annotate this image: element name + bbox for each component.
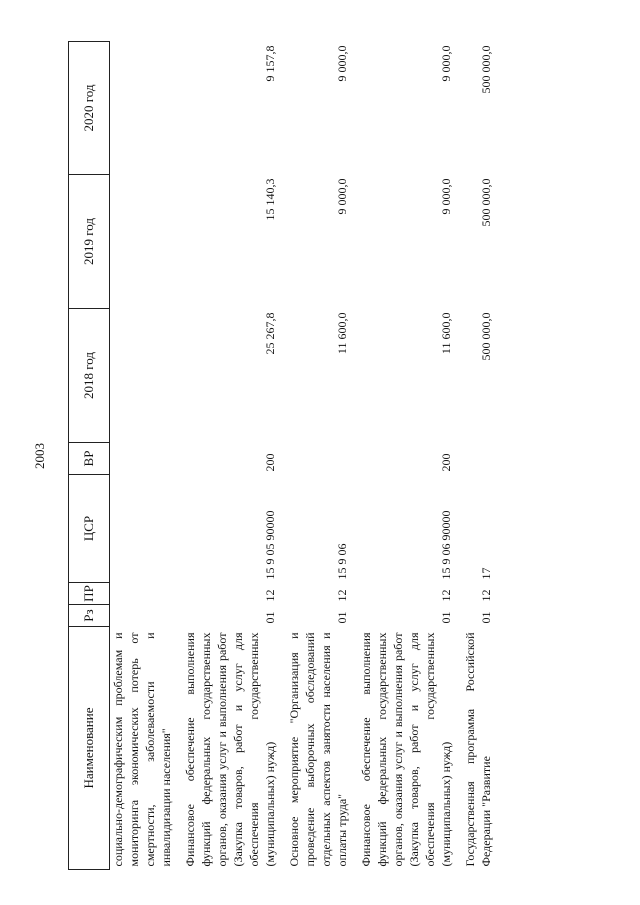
row-vr: 200 bbox=[439, 453, 453, 472]
row-2019: 9 000,0 bbox=[335, 178, 349, 215]
row-2018: 500 000,0 bbox=[479, 312, 493, 361]
row-2020: 9 157,8 bbox=[263, 45, 277, 82]
header-2018: 2018 год bbox=[69, 309, 110, 443]
header-name: Наименование bbox=[69, 627, 110, 870]
rotated-page bbox=[68, 42, 568, 870]
header-rz: Рз bbox=[69, 605, 110, 627]
row-2018: 11 600,0 bbox=[439, 312, 453, 355]
header-pr: ПР bbox=[69, 583, 110, 605]
table-row bbox=[278, 42, 350, 870]
row-2019: 15 140,3 bbox=[263, 178, 277, 221]
header-row bbox=[69, 42, 110, 870]
table-row bbox=[454, 42, 494, 870]
row-pr: 12 bbox=[439, 589, 453, 602]
row-name: социально-демографическим проблемам и мониторинга экономических потерь от смертности, заболеваемости и инвалидизации населения" bbox=[111, 632, 173, 867]
row-2020: 9 000,0 bbox=[439, 45, 453, 82]
row-pr: 12 bbox=[335, 589, 349, 602]
row-2019 bbox=[110, 175, 175, 309]
row-vr: 200 bbox=[263, 453, 277, 472]
row-rz: 01 bbox=[439, 611, 453, 624]
table-row bbox=[174, 42, 278, 870]
row-vr bbox=[110, 443, 175, 475]
table-row bbox=[110, 42, 175, 870]
row-name: Финансовое обеспечение выполнения функций федеральных государственных органов, оказания услуг и выполнения работ (Закупка товаров, работ и услуг для обеспечения государственных (муниципальных) нужд) bbox=[359, 632, 453, 867]
row-name: Основное мероприятие "Организация и проведение выборочных обследований отдельных аспектов занятости населения и оплаты труда" bbox=[287, 632, 349, 867]
row-2020 bbox=[110, 42, 175, 175]
row-csr: 15 9 05 90000 bbox=[263, 510, 277, 580]
row-rz: 01 bbox=[335, 611, 349, 624]
row-2019: 9 000,0 bbox=[439, 178, 453, 215]
row-rz bbox=[110, 605, 175, 627]
row-vr bbox=[454, 443, 494, 475]
row-2018 bbox=[110, 309, 175, 443]
header-2020: 2020 год bbox=[69, 42, 110, 175]
row-2018: 25 267,8 bbox=[263, 312, 277, 355]
row-2018: 11 600,0 bbox=[335, 312, 349, 355]
row-vr bbox=[278, 443, 350, 475]
row-csr: 15 9 06 90000 bbox=[439, 510, 453, 580]
row-csr: 17 bbox=[479, 567, 493, 580]
row-csr bbox=[110, 475, 175, 583]
row-2020: 500 000,0 bbox=[479, 45, 493, 94]
row-pr: 12 bbox=[263, 589, 277, 602]
header-csr: ЦСР bbox=[69, 475, 110, 583]
header-vr: ВР bbox=[69, 443, 110, 475]
budget-table bbox=[68, 41, 494, 870]
row-2019: 500 000,0 bbox=[479, 178, 493, 227]
header-2019: 2019 год bbox=[69, 175, 110, 309]
row-name: Финансовое обеспечение выполнения функций федеральных государственных органов, оказания услуг и выполнения работ (Закупка товаров, работ и услуг для обеспечения государственных (муниципальных) нужд) bbox=[183, 632, 277, 867]
row-rz: 01 bbox=[479, 611, 493, 624]
row-csr: 15 9 06 bbox=[335, 543, 349, 580]
table-row bbox=[350, 42, 454, 870]
row-name: Государственная программа Российской Федерации "Развитие bbox=[463, 632, 493, 867]
row-pr: 12 bbox=[479, 589, 493, 602]
row-2020: 9 000,0 bbox=[335, 45, 349, 82]
row-pr bbox=[110, 583, 175, 605]
row-rz: 01 bbox=[263, 611, 277, 624]
page-number: 2003 bbox=[32, 443, 47, 469]
